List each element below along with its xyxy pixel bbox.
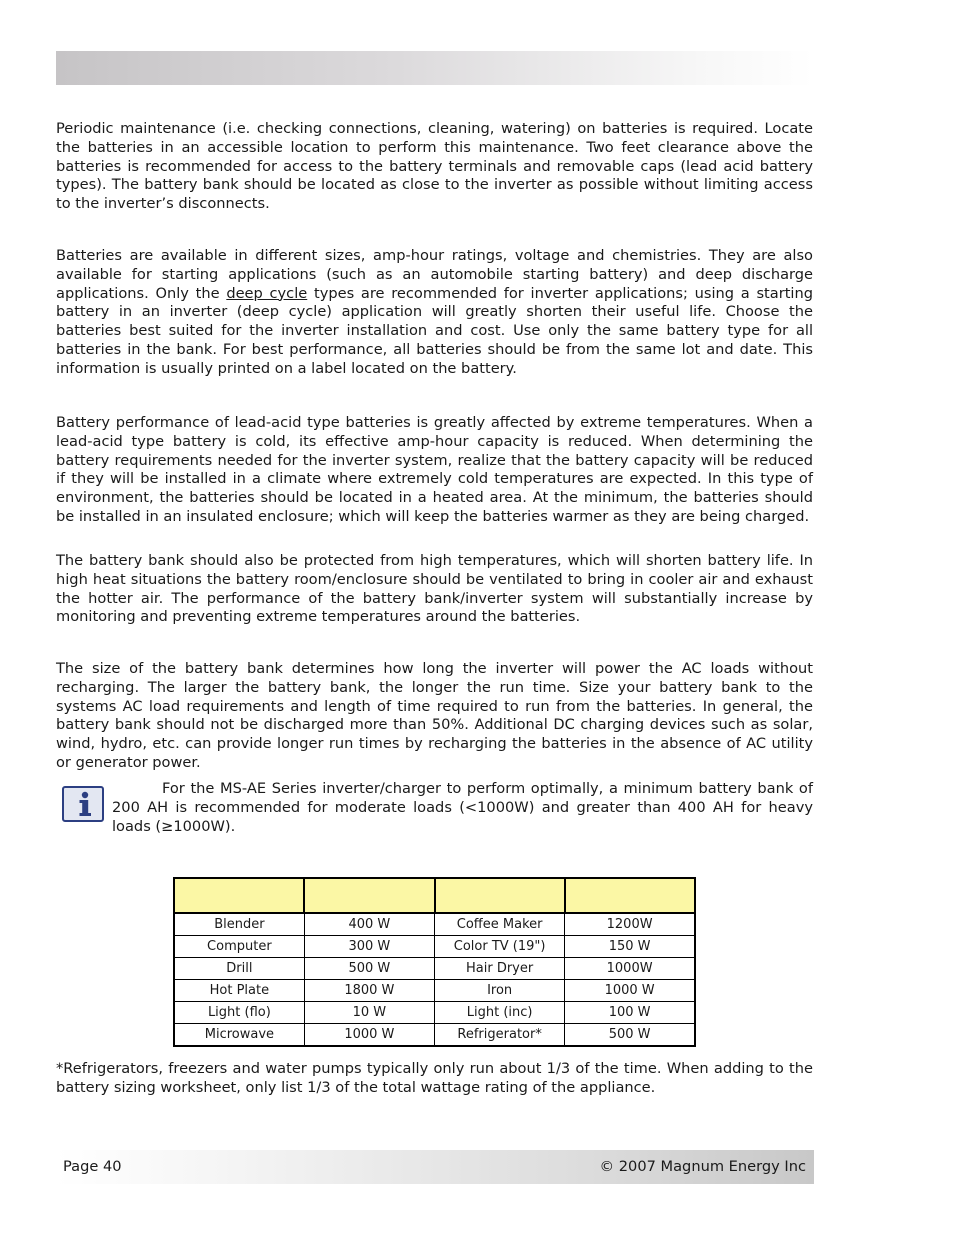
table-row (174, 958, 695, 980)
table-row (174, 980, 695, 1002)
table-row (174, 1002, 695, 1024)
battery-types-text-2: types are recommended for inverter applications; using a starting battery in an inverter (deep cycle) application will greatly shorten their useful life. Choose the batteries best suited for the inverter installation and cost. Use only the same battery type for all batteries in the bank. For best performance, all batteries should be from the same lot and date. This information is usually printed on a label located on the battery. (56, 284, 813, 377)
wattage-cell: 500 W (304, 958, 434, 980)
copyright-notice: © 2007 Magnum Energy Inc (599, 1158, 806, 1175)
wattage-cell: 500 W (565, 1024, 695, 1047)
deep-cycle-term: deep cycle (226, 284, 308, 302)
wattage-cell: 150 W (565, 936, 695, 958)
appliance-cell: Refrigerator* (435, 1024, 565, 1047)
appliance-load-table (173, 877, 696, 1047)
wattage-cell: 100 W (565, 1002, 695, 1024)
battery-types-paragraph (56, 247, 813, 379)
cold-temperature-paragraph: Battery performance of lead-acid type batteries is greatly affected by extreme temperatures. When a lead-acid type battery is cold, its effective amp-hour capacity is reduced. When determining the battery requirements needed for the inverter system, realize that the battery capacity will be reduced if they will be installed in a climate where extremely cold temperatures are expected. In this type of environment, the batteries should be located in a heated area. At the minimum, the batteries should be installed in an insulated enclosure; which will keep the batteries warmer as they are being charged. (56, 414, 813, 525)
wattage-cell: 1000W (565, 958, 695, 980)
appliance-cell: Blender (174, 913, 304, 936)
table-row (174, 1024, 695, 1047)
table-header-cell (435, 878, 565, 913)
appliance-cell: Light (inc) (435, 1002, 565, 1024)
appliance-cell: Microwave (174, 1024, 304, 1047)
wattage-cell: 1800 W (304, 980, 434, 1002)
appliance-cell: Drill (174, 958, 304, 980)
header-bar (56, 51, 814, 85)
appliance-cell: Iron (435, 980, 565, 1002)
table-header-row (174, 878, 695, 913)
wattage-cell: 400 W (304, 913, 434, 936)
table-row (174, 936, 695, 958)
table-row (174, 913, 695, 936)
wattage-cell: 1000 W (304, 1024, 434, 1047)
appliance-cell: Computer (174, 936, 304, 958)
appliance-cell: Color TV (19") (435, 936, 565, 958)
page-number: Page 40 (63, 1158, 122, 1175)
battery-bank-note (112, 780, 813, 836)
appliance-cell: Coffee Maker (435, 913, 565, 936)
refrigerator-footnote: *Refrigerators, freezers and water pumps typically only run about 1/3 of the time. When adding to the battery sizing worksheet, only list 1/3 of the total wattage rating of the appliance. (56, 1060, 813, 1096)
appliance-cell: Light (flo) (174, 1002, 304, 1024)
table-header-cell (565, 878, 695, 913)
battery-sizing-paragraph: The size of the battery bank determines how long the inverter will power the AC loads without recharging. The larger the battery bank, the longer the run time. Size your battery bank to the systems AC load requirements and length of time required to run from the batteries. In general, the battery bank should not be discharged more than 50%. Additional DC charging devices such as solar, wind, hydro, etc. can provide longer run times by recharging the batteries in the absence of AC utility or generator power. (56, 660, 813, 771)
maintenance-paragraph: Periodic maintenance (i.e. checking connections, cleaning, watering) on batteries is required. Locate the batteries in an accessible location to perform this maintenance. Two feet clearance above the batteries is recommended for access to the battery terminals and removable caps (lead acid battery types). The battery bank should be located as close to the inverter as possible without limiting access to the inverter’s disconnects. (56, 120, 813, 213)
footer-bar (56, 1150, 814, 1184)
high-temperature-paragraph: The battery bank should also be protected from high temperatures, which will shorten battery life. In high heat situations the battery room/enclosure should be ventilated to bring in cooler air and exhaust the hotter air. The performance of the battery bank/inverter system will substantially increase by monitoring and preventing extreme temperatures around the batteries. (56, 552, 813, 626)
table-header-cell (174, 878, 304, 913)
table-header-cell (304, 878, 434, 913)
wattage-cell: 300 W (304, 936, 434, 958)
wattage-cell: 10 W (304, 1002, 434, 1024)
wattage-cell: 1000 W (565, 980, 695, 1002)
appliance-cell: Hot Plate (174, 980, 304, 1002)
battery-types-text-1: Batteries are available in different sizes, amp-hour ratings, voltage and chemistries. They are also available for starting applications (such as an automobile starting battery) and deep discharge applications. Only the (56, 247, 813, 302)
wattage-cell: 1200W (565, 913, 695, 936)
appliance-cell: Hair Dryer (435, 958, 565, 980)
note-text: For the MS-AE Series inverter/charger to perform optimally, a minimum battery bank of 200 AH is recommended for moderate loads (<1000W) and greater than 400 AH for heavy loads (≥1000W). (112, 780, 813, 835)
info-icon (62, 786, 104, 822)
